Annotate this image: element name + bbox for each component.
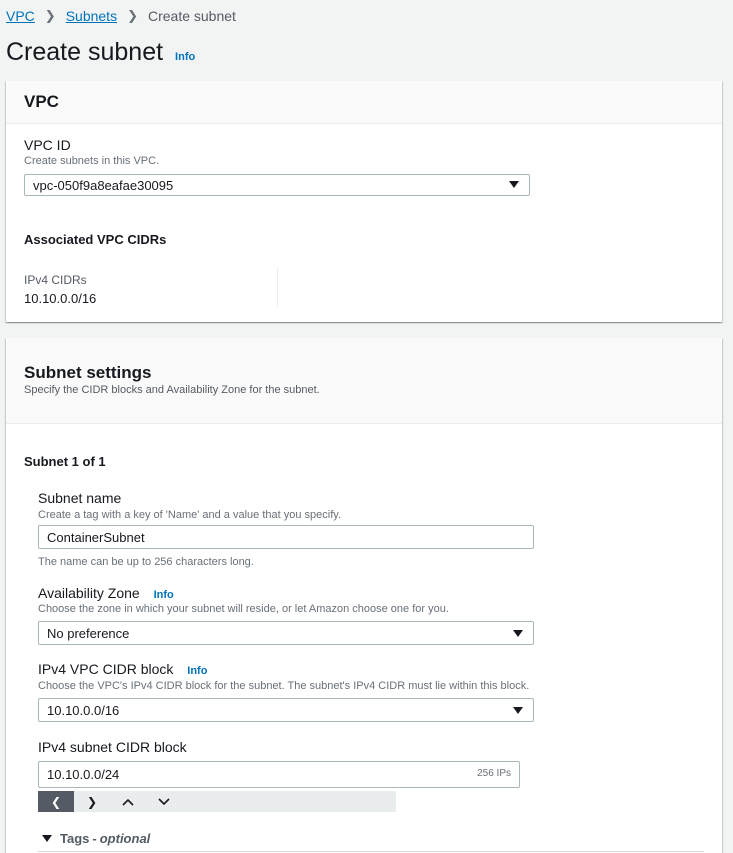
subnet-name-label: Subnet name [38,490,122,506]
vpc-cidr-label-row [38,661,207,677]
subnet-name-value: ContainerSubnet [47,529,145,545]
column-divider [277,267,278,307]
vpc-id-label: VPC ID [24,137,71,153]
page-title: Create subnet [6,38,164,66]
vpc-cidr-label: IPv4 VPC CIDR block [38,661,174,677]
vpc-panel-header [6,81,722,124]
vpc-id-value: vpc-050f9a8eafae30095 [33,177,174,193]
vpc-panel [6,81,722,322]
subnet-panel-description: Specify the CIDR blocks and Availability Zone for the subnet. [24,384,320,396]
tags-separator: - [92,831,97,846]
cidr-stepper [38,791,396,812]
vpc-id-description: Create subnets in this VPC. [24,155,160,167]
chevron-right-icon[interactable]: ❯ [86,794,98,809]
availability-zone-label: Availability Zone [38,585,140,601]
chevron-right-icon: ❯ [127,8,138,23]
vpc-id-select[interactable] [24,174,530,196]
availability-zone-description: Choose the zone in which your subnet will reside, or let Amazon choose one for you. [38,603,449,615]
chevron-down-icon[interactable] [146,791,182,812]
availability-zone-label-row [38,585,174,601]
vpc-cidr-info-link[interactable]: Info [187,665,208,677]
subnet-cidr-label: IPv4 subnet CIDR block [38,739,187,755]
breadcrumb-vpc[interactable]: VPC [6,8,35,24]
vpc-cidr-select[interactable] [38,698,534,722]
subnet-settings-panel [6,338,722,853]
tags-optional: optional [99,831,151,846]
subnet-name-input[interactable] [38,525,534,549]
availability-zone-value: No preference [47,625,130,641]
tags-expander[interactable] [42,831,150,846]
ipv4-cidrs-label: IPv4 CIDRs [24,273,87,287]
availability-zone-select[interactable] [38,621,534,645]
vpc-panel-title: VPC [24,92,59,111]
info-link[interactable]: Info [175,51,196,63]
tags-label: Tags [60,831,90,846]
chevron-left-icon[interactable]: ❮ [38,791,74,812]
vpc-cidr-value: 10.10.0.0/16 [47,702,120,718]
breadcrumb-subnets[interactable]: Subnets [65,8,118,24]
availability-zone-info-link[interactable]: Info [153,589,174,601]
associated-cidrs-title: Associated VPC CIDRs [24,232,167,247]
subnet-panel-title: Subnet settings [24,363,152,382]
subnet-cidr-value: 10.10.0.0/24 [47,767,120,782]
subnet-panel-header [6,338,722,424]
tags-divider [38,851,704,852]
subnet-count-heading: Subnet 1 of 1 [24,454,106,469]
caret-down-icon [513,630,523,637]
subnet-name-hint: The name can be up to 256 characters long. [38,556,254,568]
ipv4-cidrs-value: 10.10.0.0/16 [24,291,97,306]
subnet-cidr-ip-count: 256 IPs [477,768,511,779]
subnet-name-description: Create a tag with a key of 'Name' and a value that you specify. [38,509,341,521]
caret-down-icon [42,835,52,842]
caret-down-icon [509,181,519,188]
caret-down-icon [513,707,523,714]
breadcrumb-current: Create subnet [147,8,236,24]
chevron-up-icon[interactable] [110,791,146,812]
page-title-row [6,38,195,67]
subnet-cidr-input[interactable] [38,761,520,788]
vpc-cidr-description: Choose the VPC's IPv4 CIDR block for the subnet. The subnet's IPv4 CIDR must lie within this block. [38,680,530,692]
chevron-right-icon: ❯ [44,8,56,23]
breadcrumb [6,8,236,24]
